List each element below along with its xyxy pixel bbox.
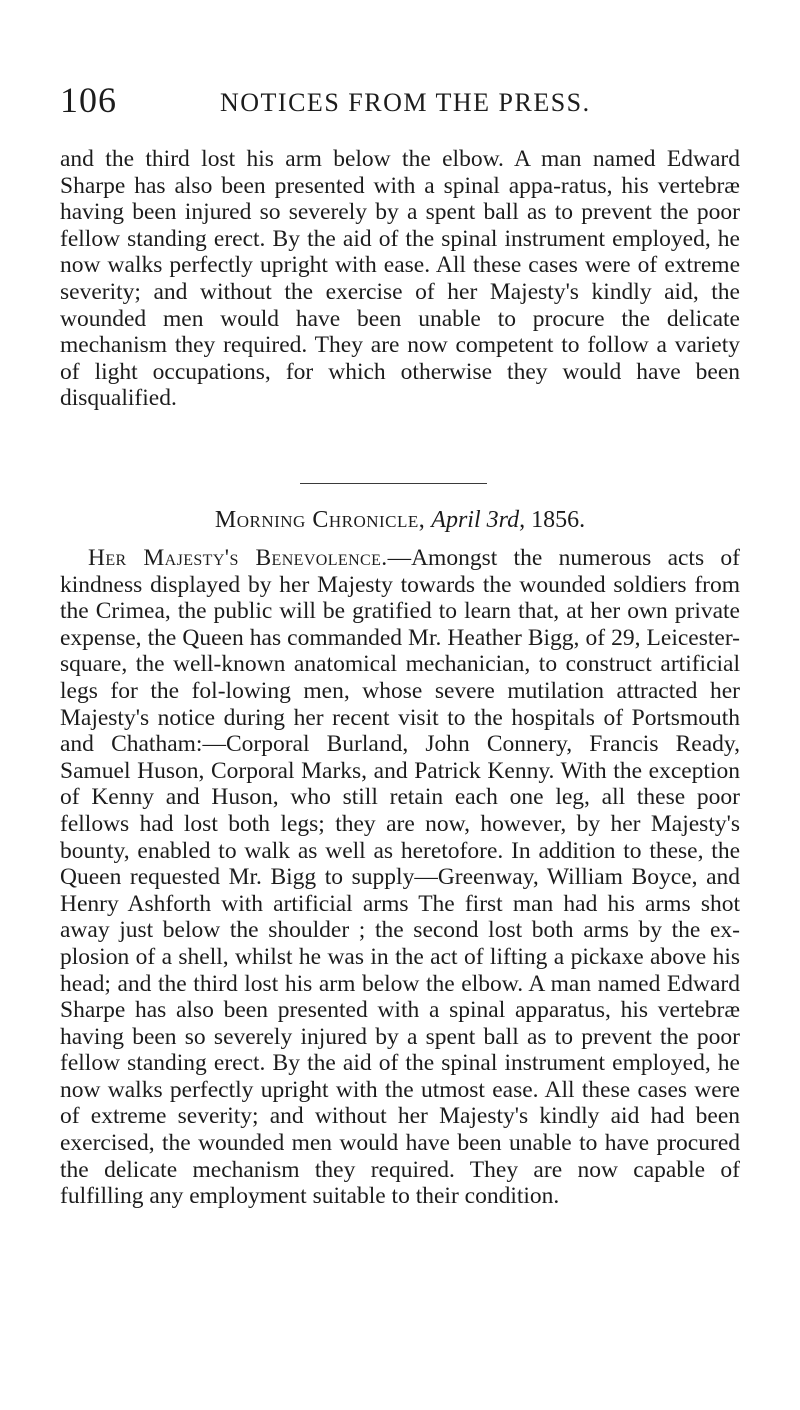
article-text: —Amongst the numerous acts of kindness displayed by her Majesty towards the wounded soldiers from the Crimea, the public will be gratified to learn that, at her own private expense, the Queen has commanded Mr. Heather Bigg, of 29, Leicester-square, the well-known anatomical mechanician, to construct artificial legs for the fol-lowing men, whose severe mutilation attracted her Majesty's notice during her recent visit to the hospitals of Portsmouth and Chatham:—Corporal Burland, John Connery, Francis Ready, Samuel Huson, Corporal Marks, and Patrick Kenny. With the exception of Kenny and Huson, who still retain each one leg, all these poor fellows had lost both legs; they are now, however, by her Majesty's bounty, enabled to walk as well as heretofore. In addition to these, the Queen requested Mr. Bigg to supply—Greenway, William Boyce, and Henry Ashforth with artificial arms The first man had his arms shot away just below the shoulder ; the second lost both arms by the ex-plosion of a shell, whilst he was in the act of lifting a pickaxe above his head; and the third lost his arm below the elbow. A man named Edward Sharpe has also been presented with a spinal apparatus, his vertebræ having been so severely injured by a spent ball as to prevent the poor fellow standing erect. By the aid of the spinal instrument employed, he now walks perfectly upright with the utmost ease. All these cases were of extreme severity; and without her Majesty's kindly aid had been exercised, the wounded men would have been unable to have procured the delicate mechanism they required. They are now capable of fulfilling any employment suitable to their condition. xyxy=(60,545,740,1210)
running-head: NOTICES FROM THE PRESS. xyxy=(220,88,591,117)
source-date-italic: April 3rd, xyxy=(431,507,526,533)
page-number: 106 xyxy=(60,80,117,120)
section-divider xyxy=(300,483,487,484)
continuation-paragraph: and the third lost his arm below the elbow. A man named Edward Sharpe has also been presented with a spinal appa-ratus, his vertebræ having been injured so severely by a spent ball as to prevent the poor fellow standing erect. By the aid of the spinal instrument employed, he now walks perfectly upright with ease. All these cases were of extreme severity; and without the exercise of her Majesty's kindly aid, the wounded men would have been unable to procure the delicate mechanism they required. They are now competent to follow a variety of light occupations, for which otherwise they would have been disqualified. xyxy=(60,146,740,412)
source-year: 1856. xyxy=(525,507,586,533)
source-citation xyxy=(60,505,740,535)
article-paragraph xyxy=(60,545,740,1210)
source-name: Morning Chronicle, xyxy=(214,507,426,533)
article-heading: Her Majesty's Benevolence. xyxy=(88,545,388,571)
page-header xyxy=(60,78,740,128)
source-date xyxy=(431,507,585,533)
